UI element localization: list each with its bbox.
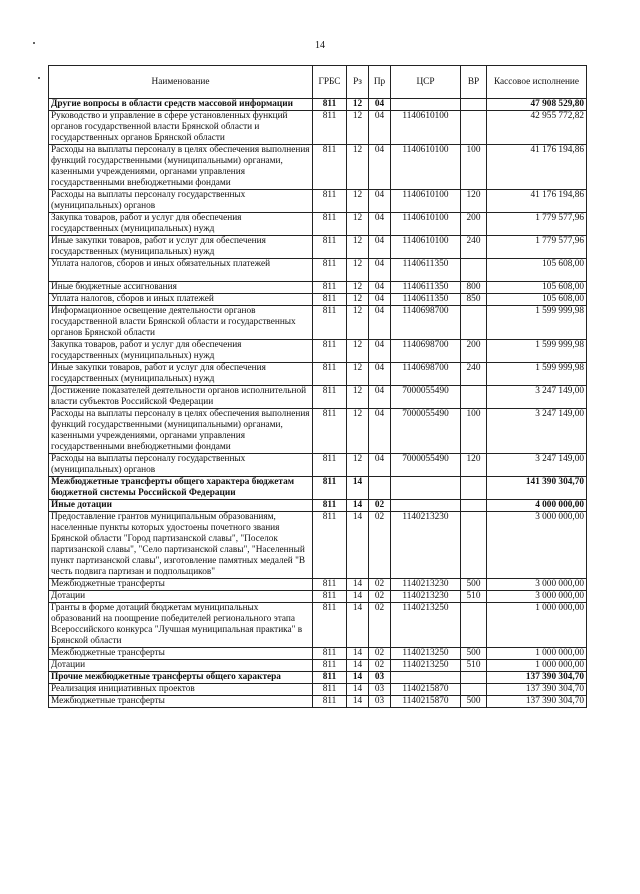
cell-amount: 1 779 577,96 [487,213,587,236]
table-row [49,213,587,236]
cell-rz: 14 [347,672,369,684]
cell-vr: 200 [461,213,487,236]
table-row [49,190,587,213]
cell-grbs: 811 [313,512,347,579]
cell-amount: 4 000 000,00 [487,500,587,512]
cell-name: Реализация инициативных проектов [49,684,313,696]
cell-name: Иные дотации [49,500,313,512]
cell-amount: 1 599 999,98 [487,363,587,386]
cell-csr: 1140213250 [391,648,461,660]
cell-amount: 137 390 304,70 [487,672,587,684]
cell-vr [461,672,487,684]
cell-grbs: 811 [313,648,347,660]
cell-grbs: 811 [313,684,347,696]
cell-rz: 12 [347,294,369,306]
cell-grbs: 811 [313,409,347,454]
table-row [49,660,587,672]
cell-csr: 1140213250 [391,603,461,648]
cell-rz: 14 [347,684,369,696]
cell-pr: 04 [369,294,391,306]
cell-vr [461,111,487,145]
cell-pr: 02 [369,591,391,603]
cell-csr: 1140610100 [391,111,461,145]
cell-amount: 3 000 000,00 [487,579,587,591]
cell-grbs: 811 [313,363,347,386]
cell-rz: 12 [347,259,369,282]
cell-vr: 240 [461,363,487,386]
cell-rz: 14 [347,660,369,672]
cell-pr: 04 [369,259,391,282]
cell-vr: 500 [461,579,487,591]
cell-rz: 14 [347,603,369,648]
cell-name: Межбюджетные трансферты [49,696,313,708]
cell-amount: 1 599 999,98 [487,340,587,363]
cell-pr: 02 [369,648,391,660]
cell-vr: 850 [461,294,487,306]
header-amount: Кассовое исполнение [487,66,587,99]
table-row [49,282,587,294]
cell-amount: 3 000 000,00 [487,512,587,579]
cell-pr [369,477,391,500]
cell-csr: 1140698700 [391,340,461,363]
cell-name: Гранты в форме дотаций бюджетам муниципальных образований на поощрение победителей регионального этапа Всероссийского конкурса "Лучшая муниципальная практика" в Брянской области [49,603,313,648]
table-row [49,500,587,512]
scan-speck [38,77,40,79]
cell-rz: 14 [347,648,369,660]
cell-grbs: 811 [313,99,347,111]
table-body [49,99,587,708]
table-row [49,236,587,259]
cell-pr: 04 [369,99,391,111]
cell-vr: 240 [461,236,487,259]
cell-name: Расходы на выплаты персоналу в целях обеспечения выполнения функций государственными (муниципальными) органами, казенными учреждениями, органами управления государственными внебюджетными фондами [49,409,313,454]
cell-rz: 14 [347,512,369,579]
cell-amount: 1 000 000,00 [487,648,587,660]
table-row [49,111,587,145]
cell-csr: 1140215870 [391,684,461,696]
cell-rz: 12 [347,340,369,363]
cell-rz: 12 [347,99,369,111]
cell-csr [391,99,461,111]
cell-amount: 1 000 000,00 [487,660,587,672]
cell-vr [461,386,487,409]
cell-grbs: 811 [313,579,347,591]
cell-pr: 02 [369,512,391,579]
budget-execution-table [48,65,587,708]
cell-grbs: 811 [313,111,347,145]
cell-amount: 1 599 999,98 [487,306,587,340]
cell-amount: 137 390 304,70 [487,696,587,708]
cell-rz: 14 [347,500,369,512]
table-row [49,386,587,409]
cell-csr: 1140610100 [391,190,461,213]
cell-vr: 200 [461,340,487,363]
table-row [49,684,587,696]
cell-name: Дотации [49,591,313,603]
cell-rz: 12 [347,145,369,190]
cell-grbs: 811 [313,454,347,477]
cell-grbs: 811 [313,340,347,363]
page-number: 14 [315,40,325,51]
cell-csr: 1140698700 [391,306,461,340]
table-row [49,306,587,340]
cell-name: Иные закупки товаров, работ и услуг для обеспечения государственных (муниципальных) нужд [49,363,313,386]
cell-grbs: 811 [313,672,347,684]
cell-amount: 105 608,00 [487,259,587,282]
cell-vr [461,259,487,282]
cell-amount: 47 908 529,80 [487,99,587,111]
cell-csr: 1140215870 [391,696,461,708]
table-row [49,648,587,660]
cell-name: Иные закупки товаров, работ и услуг для обеспечения государственных (муниципальных) нужд [49,236,313,259]
cell-name: Расходы на выплаты персоналу в целях обеспечения выполнения функций государственными (муниципальными) органами, казенными учреждениями, органами управления государственными внебюджетными фондами [49,145,313,190]
cell-amount: 41 176 194,86 [487,190,587,213]
cell-amount: 3 247 149,00 [487,454,587,477]
cell-vr [461,512,487,579]
cell-grbs: 811 [313,282,347,294]
table-header-row [49,66,587,99]
cell-grbs: 811 [313,294,347,306]
cell-pr: 03 [369,684,391,696]
cell-csr: 1140611350 [391,282,461,294]
table-row [49,409,587,454]
table-row [49,696,587,708]
table-row [49,454,587,477]
cell-grbs: 811 [313,386,347,409]
table-row [49,99,587,111]
cell-rz: 12 [347,282,369,294]
cell-rz: 14 [347,591,369,603]
cell-rz: 12 [347,190,369,213]
cell-amount: 3 247 149,00 [487,409,587,454]
header-rz: Рз [347,66,369,99]
cell-amount: 42 955 772,82 [487,111,587,145]
cell-name: Межбюджетные трансферты [49,579,313,591]
cell-grbs: 811 [313,306,347,340]
cell-vr: 100 [461,409,487,454]
cell-pr: 04 [369,213,391,236]
table-row [49,477,587,500]
cell-pr: 04 [369,386,391,409]
cell-pr: 03 [369,696,391,708]
cell-grbs: 811 [313,477,347,500]
cell-csr: 1140213230 [391,591,461,603]
cell-vr [461,500,487,512]
cell-pr: 04 [369,454,391,477]
cell-csr [391,477,461,500]
cell-vr [461,477,487,500]
cell-pr: 04 [369,282,391,294]
header-pr: Пр [369,66,391,99]
cell-vr: 510 [461,591,487,603]
cell-csr: 7000055490 [391,454,461,477]
cell-rz: 12 [347,306,369,340]
table-row [49,579,587,591]
cell-csr: 1140610100 [391,145,461,190]
cell-pr: 04 [369,145,391,190]
cell-rz: 12 [347,454,369,477]
cell-csr: 1140611350 [391,259,461,282]
cell-vr [461,306,487,340]
cell-csr: 1140611350 [391,294,461,306]
cell-vr [461,99,487,111]
cell-vr: 800 [461,282,487,294]
cell-amount: 105 608,00 [487,294,587,306]
table-row [49,363,587,386]
cell-name: Межбюджетные трансферты общего характера бюджетам бюджетной системы Российской Федерации [49,477,313,500]
cell-amount: 3 247 149,00 [487,386,587,409]
table-row [49,672,587,684]
cell-name: Руководство и управление в сфере установленных функций органов государственной власти Брянской области и государственных органов Брянской области [49,111,313,145]
cell-csr: 7000055490 [391,386,461,409]
cell-name: Закупка товаров, работ и услуг для обеспечения государственных (муниципальных) нужд [49,213,313,236]
cell-name: Закупка товаров, работ и услуг для обеспечения государственных (муниципальных) нужд [49,340,313,363]
cell-csr: 7000055490 [391,409,461,454]
cell-grbs: 811 [313,236,347,259]
cell-name: Уплата налогов, сборов и иных обязательных платежей [49,259,313,282]
table-row [49,294,587,306]
cell-csr [391,500,461,512]
cell-grbs: 811 [313,190,347,213]
cell-amount: 1 000 000,00 [487,603,587,648]
cell-vr: 120 [461,454,487,477]
cell-name: Прочие межбюджетные трансферты общего характера [49,672,313,684]
cell-amount: 3 000 000,00 [487,591,587,603]
cell-pr: 04 [369,409,391,454]
header-name: Наименование [49,66,313,99]
cell-rz: 14 [347,477,369,500]
cell-pr: 03 [369,672,391,684]
cell-csr: 1140698700 [391,363,461,386]
cell-vr: 500 [461,696,487,708]
cell-pr: 02 [369,500,391,512]
cell-grbs: 811 [313,603,347,648]
scan-speck [33,42,35,44]
cell-csr: 1140213230 [391,579,461,591]
table-row [49,591,587,603]
cell-rz: 12 [347,213,369,236]
cell-pr: 04 [369,306,391,340]
cell-name: Достижение показателей деятельности органов исполнительной власти субъектов Российской Федерации [49,386,313,409]
cell-name: Другие вопросы в области средств массовой информации [49,99,313,111]
cell-vr: 120 [461,190,487,213]
cell-vr: 510 [461,660,487,672]
cell-pr: 04 [369,236,391,259]
cell-name: Расходы на выплаты персоналу государственных (муниципальных) органов [49,454,313,477]
cell-grbs: 811 [313,660,347,672]
header-vr: ВР [461,66,487,99]
cell-rz: 12 [347,386,369,409]
cell-vr: 100 [461,145,487,190]
cell-pr: 04 [369,190,391,213]
cell-rz: 12 [347,111,369,145]
cell-pr: 02 [369,603,391,648]
header-grbs: ГРБС [313,66,347,99]
cell-csr [391,672,461,684]
cell-pr: 04 [369,340,391,363]
cell-csr: 1140610100 [391,213,461,236]
cell-rz: 12 [347,409,369,454]
cell-amount: 141 390 304,70 [487,477,587,500]
cell-csr: 1140213250 [391,660,461,672]
cell-name: Предоставление грантов муниципальным образованиям, населенные пункты которых удостоены почетного звания Брянской области "Город партизанской славы", "Поселок партизанской славы", "Село партизанской славы", "Населенный пункт партизанской славы", изготовление памятных медалей "В честь подвига партизан и подпольщиков" [49,512,313,579]
cell-pr: 02 [369,579,391,591]
cell-amount: 137 390 304,70 [487,684,587,696]
cell-vr [461,684,487,696]
cell-grbs: 811 [313,259,347,282]
table-row [49,145,587,190]
cell-grbs: 811 [313,500,347,512]
cell-vr: 500 [461,648,487,660]
cell-grbs: 811 [313,213,347,236]
cell-rz: 12 [347,363,369,386]
table-row [49,603,587,648]
cell-rz: 12 [347,236,369,259]
cell-vr [461,603,487,648]
cell-amount: 41 176 194,86 [487,145,587,190]
cell-grbs: 811 [313,145,347,190]
cell-pr: 04 [369,111,391,145]
header-csr: ЦСР [391,66,461,99]
cell-name: Расходы на выплаты персоналу государственных (муниципальных) органов [49,190,313,213]
cell-amount: 105 608,00 [487,282,587,294]
cell-csr: 1140213230 [391,512,461,579]
table-row [49,512,587,579]
cell-grbs: 811 [313,591,347,603]
cell-name: Межбюджетные трансферты [49,648,313,660]
cell-name: Иные бюджетные ассигнования [49,282,313,294]
cell-pr: 04 [369,363,391,386]
cell-rz: 14 [347,696,369,708]
table-row [49,340,587,363]
cell-grbs: 811 [313,696,347,708]
cell-csr: 1140610100 [391,236,461,259]
cell-name: Информационное освещение деятельности органов государственной власти Брянской области и государственных органов Брянской области [49,306,313,340]
cell-rz: 14 [347,579,369,591]
cell-amount: 1 779 577,96 [487,236,587,259]
table-row [49,259,587,282]
cell-name: Уплата налогов, сборов и иных платежей [49,294,313,306]
cell-pr: 02 [369,660,391,672]
cell-name: Дотации [49,660,313,672]
